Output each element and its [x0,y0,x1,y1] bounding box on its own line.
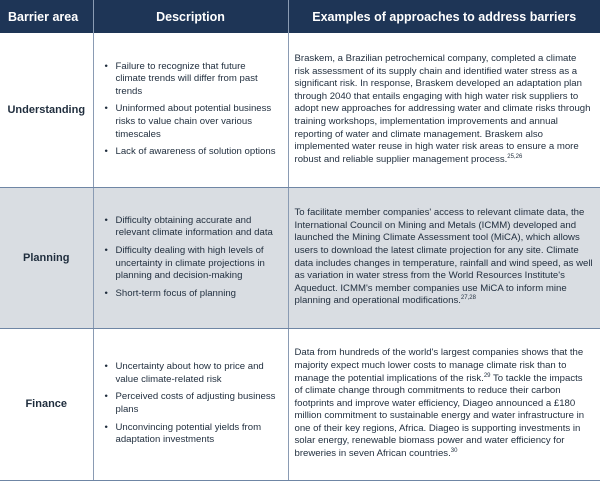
description-cell [93,33,288,187]
description-item: • Lack of awareness of solution options [100,146,278,159]
header-description: Description [93,0,288,33]
footnote-ref: 27,28 [460,295,476,302]
description-item: • Failure to recognize that future climate trends will differ from past trends [100,61,278,99]
example-cell [288,187,600,328]
description-item: • Difficulty dealing with high levels of uncertainty in climate projections in planning and decision-making [100,245,278,283]
description-item: • Uninformed about potential business risks to value chain over various timescales [100,103,278,141]
table-header-row [0,0,600,33]
footnote-ref: 29 [483,372,491,379]
description-item: • Uncertainty about how to price and value climate-related risk [100,361,278,386]
barrier-area-cell: Finance [0,328,93,480]
description-list [100,215,278,301]
header-barrier-area: Barrier area [0,0,93,33]
example-text: Data from hundreds of the world's largest companies shows that the majority expect much lower costs to manage climate risk than to manage the potential implications of the risk. [294,347,584,384]
table-row-planning [0,187,600,328]
example-cell [288,328,600,480]
example-text: Braskem, a Brazilian petrochemical company, completed a climate risk assessment of its supply chain and identified water stress as a significant risk. In response, Braskem developed an adaptation plan through 2040 that entails engaging with high water risk suppliers to adopt new approaches for addressing water and climate risks through training workshops, implementation improvements and annual reporting of water and climate management. Braskem also implemented water reuse in high water risk areas to ensure a more robust and reliable supplier management process. [294,53,591,165]
description-item: • Unconvincing potential yields from adaptation investments [100,422,278,447]
table-row-finance [0,328,600,480]
barrier-area-cell: Understanding [0,33,93,187]
description-item: • Perceived costs of adjusting business plans [100,391,278,416]
description-item: • Short-term focus of planning [100,288,278,301]
description-cell [93,328,288,480]
barrier-area-cell: Planning [0,187,93,328]
table-row-understanding [0,33,600,187]
example-text: To facilitate member companies' access to relevant climate data, the International Council on Mining and Metals (ICMM) developed and launched the Mining Climate Assessment tool (MiCA), which allows users to download the latest climate projection for any site. Climate data includes changes in temperature, rainfall and wind speed, as well as variation in water stress from the World Resources Institute's Aqueduct. ICMM's member companies use MiCA to inform mine planning and operational modifications. [294,207,593,307]
example-text: To tackle the impacts of climate change through commitments to reduce their carbon footprints and improve water efficiency, Diageo announced a £180 million commitment to sustainable energy and water infrastructure in one of their key regions, Africa. Diageo is supporting investments in solar energy, renewable biomass power and water efficiency for breweries in seven African countries. [294,372,585,460]
description-cell [93,187,288,328]
description-item: • Difficulty obtaining accurate and relevant climate information and data [100,215,278,240]
example-cell [288,33,600,187]
description-list [100,61,278,159]
header-examples: Examples of approaches to address barriers [288,0,600,33]
description-list [100,361,278,447]
footnote-ref: 30 [450,447,458,454]
footnote-ref: 25,26 [507,153,523,160]
